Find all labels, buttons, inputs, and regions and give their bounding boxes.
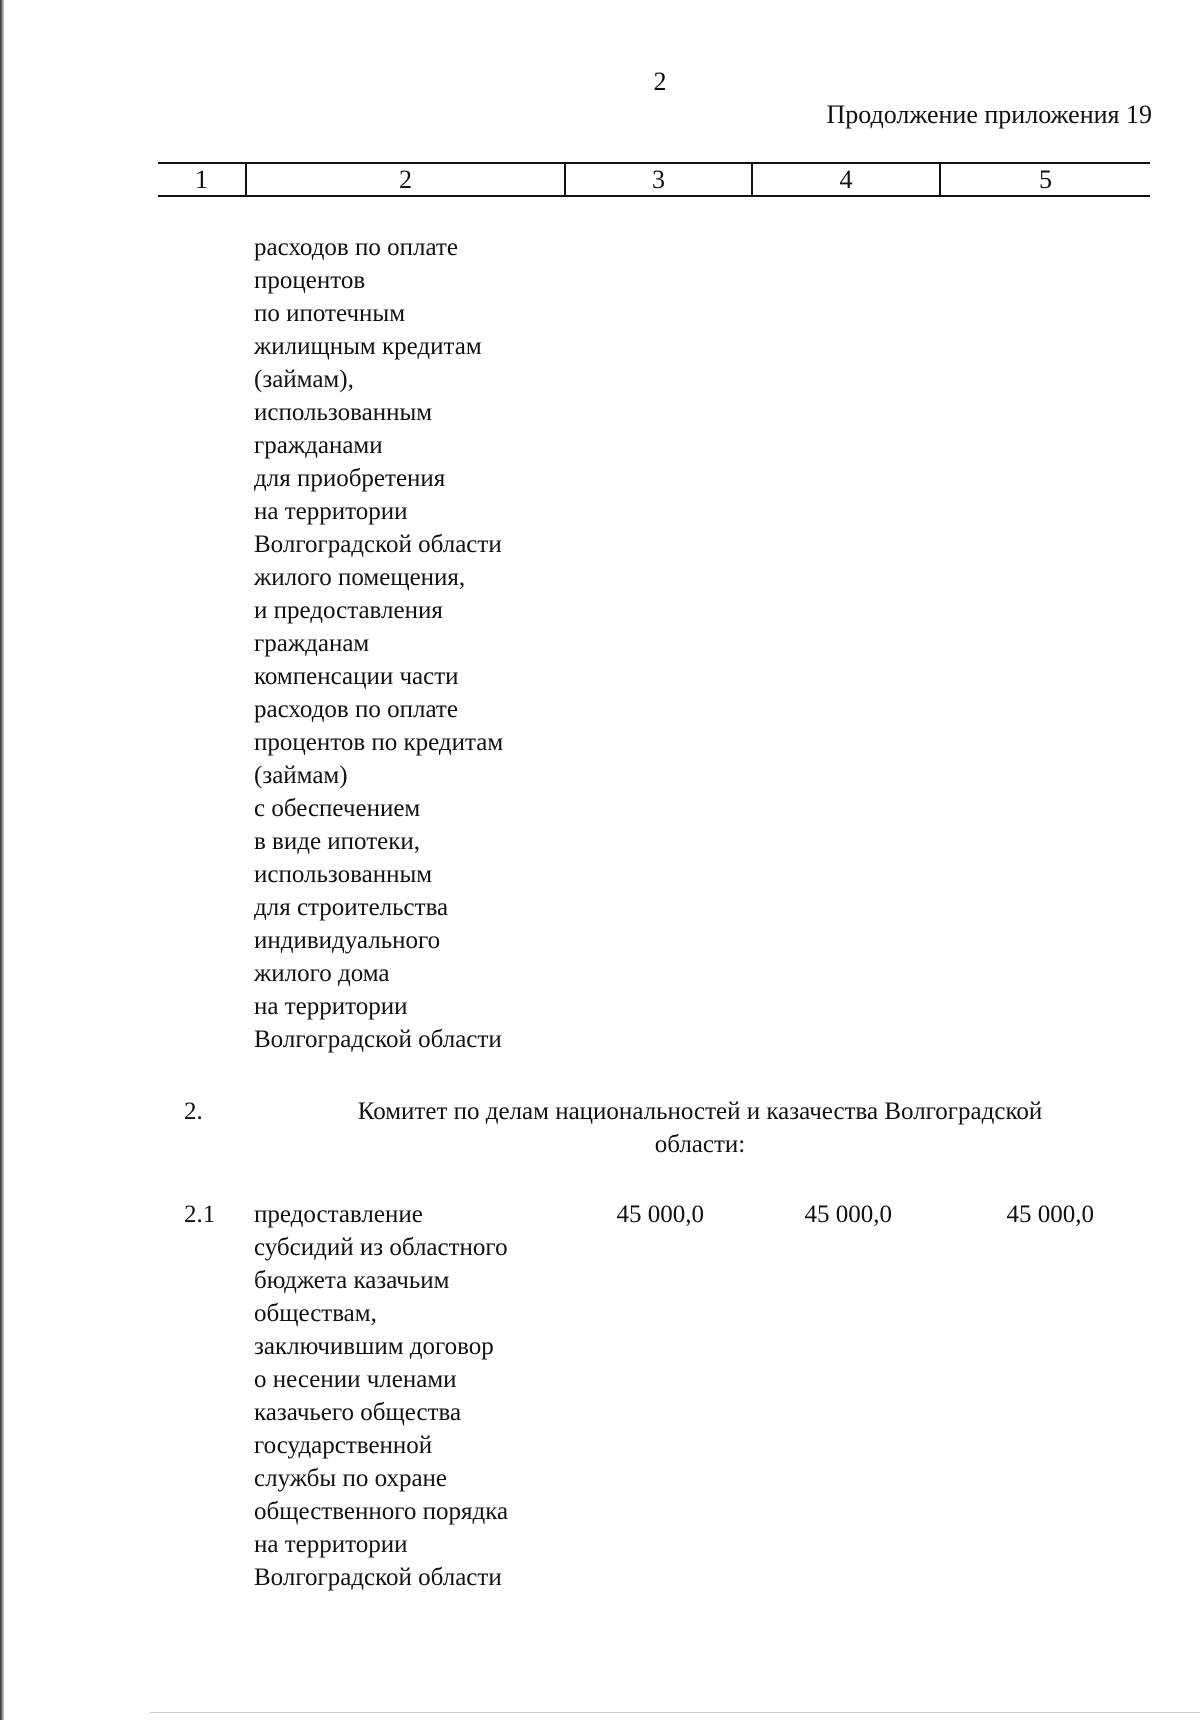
- column-number-2: 2: [399, 165, 412, 194]
- page-number: 2: [653, 67, 667, 96]
- column-number-3: 3: [652, 165, 665, 194]
- row-amount-col4: 45 000,0: [804, 1201, 892, 1228]
- scan-edge-bottom: [150, 1712, 1200, 1713]
- section-title-line-1: Комитет по делам национальностей и казачества Волгоградской: [357, 1098, 1043, 1125]
- section-title: [290, 1095, 1110, 1161]
- row-description: предоставление субсидий из областного бюджета казачьим обществам, заключившим договор о несении членами казачьего общества государственной службы по охране общественного порядка на территории Волгоградской области: [254, 1201, 509, 1591]
- column-number-1: 1: [195, 165, 208, 194]
- section-number: 2.: [184, 1098, 203, 1125]
- section-title-line-2: области:: [654, 1131, 746, 1158]
- scan-edge-left: [0, 0, 4, 1720]
- appendix-title: Продолжение приложения 19: [826, 100, 1152, 129]
- row-number: 2.1: [184, 1201, 216, 1228]
- row-amount-col3: 45 000,0: [616, 1201, 704, 1228]
- column-number-4: 4: [839, 165, 853, 194]
- column-number-5: 5: [1039, 165, 1052, 194]
- continued-item-text: расходов по оплате процентов по ипотечным жилищным кредитам (займам), использованным гражданами для приобретения на территории Волгоградской области жилого помещения, и предоставления гражданам компенсации части расходов по оплате процентов по кредитам (займам) с обеспечением в виде ипотеки, использованным для строительства индивидуального жилого дома на территории Волгоградской области: [254, 234, 504, 1053]
- row-amount-col5: 45 000,0: [1006, 1201, 1094, 1228]
